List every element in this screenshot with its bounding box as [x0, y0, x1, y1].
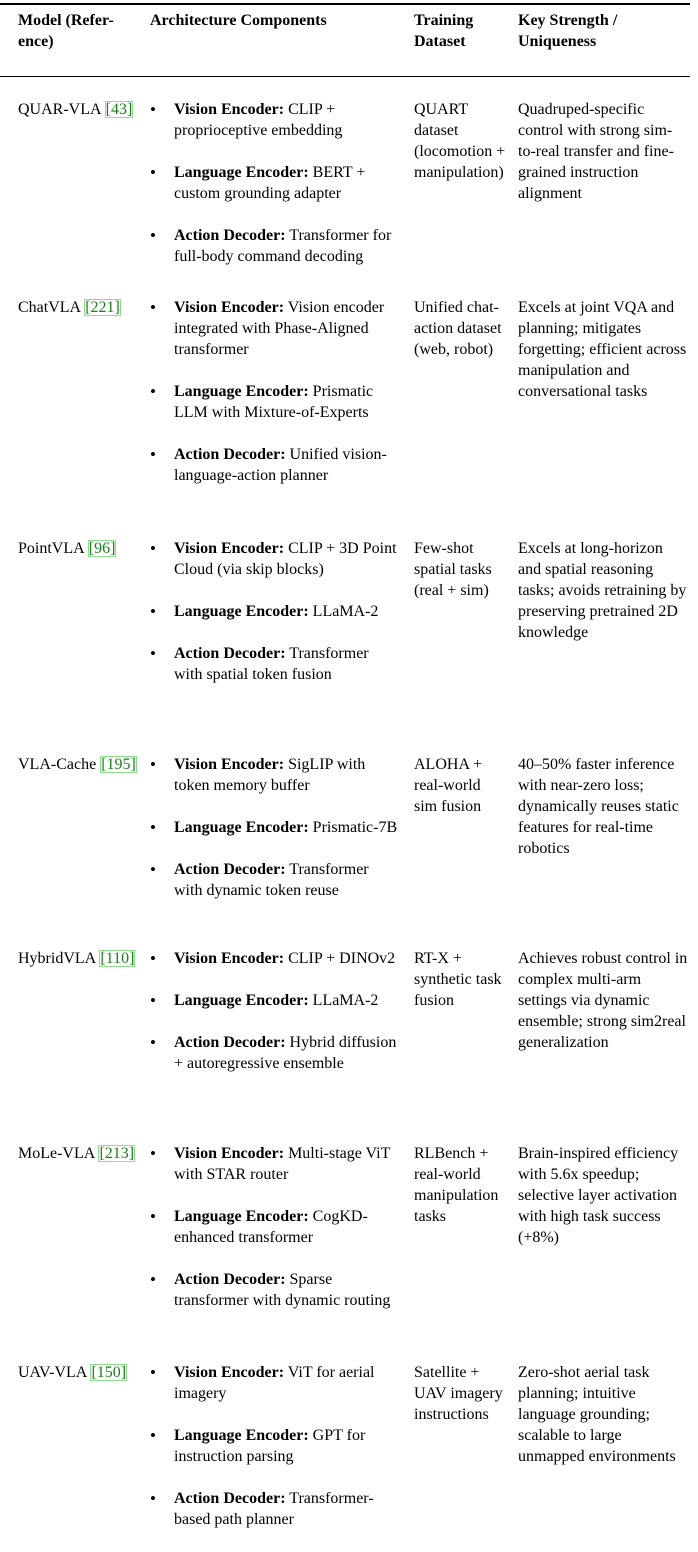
- component-text: CLIP + proprioceptive embedding: [174, 101, 343, 139]
- header-dataset: Training Dataset: [414, 12, 474, 50]
- strength-cell: Excels at long-horizon and spatial reasoning tasks; avoids retraining by preserving pretrained 2D knowledge: [518, 540, 687, 641]
- component-label: Action Decoder:: [174, 1271, 286, 1288]
- component-label: Language Encoder:: [174, 819, 309, 836]
- strength-cell: Achieves robust control in complex multi-arm settings via dynamic ensemble; strong sim2real generalization: [518, 950, 688, 1051]
- component-item: [150, 990, 400, 1011]
- component-text: CogKD-enhanced transformer: [174, 1208, 368, 1246]
- component-label: Language Encoder:: [174, 992, 309, 1009]
- component-text: SigLIP with token memory buffer: [174, 756, 366, 794]
- model-name: HybridVLA: [18, 950, 96, 967]
- header-architecture: Architecture Components: [150, 12, 327, 29]
- component-label: Language Encoder:: [174, 164, 309, 181]
- citation-link[interactable]: [150]: [91, 1364, 127, 1381]
- component-text: LLaMA-2: [312, 603, 379, 620]
- dataset-cell: Satellite + UAV imagery instructions: [414, 1364, 503, 1423]
- component-item: [150, 444, 400, 486]
- component-item: [150, 538, 400, 580]
- header-rule: [0, 76, 690, 77]
- table-top-rule: [0, 3, 690, 5]
- component-label: Vision Encoder:: [174, 101, 285, 118]
- component-label: Action Decoder:: [174, 861, 286, 878]
- component-item: [150, 1206, 400, 1248]
- component-item: [150, 1143, 400, 1185]
- component-label: Vision Encoder:: [174, 540, 285, 557]
- component-item: [150, 162, 400, 204]
- component-label: Language Encoder:: [174, 1427, 309, 1444]
- component-text: Transformer with spatial token fusion: [174, 645, 369, 683]
- component-label: Action Decoder:: [174, 227, 286, 244]
- component-label: Action Decoder:: [174, 645, 286, 662]
- component-label: Vision Encoder:: [174, 1145, 285, 1162]
- component-label: Action Decoder:: [174, 1034, 286, 1051]
- component-text: CLIP + DINOv2: [288, 950, 396, 967]
- component-text: Vision encoder integrated with Phase-Aligned transformer: [174, 299, 385, 358]
- component-item: [150, 817, 400, 838]
- component-text: BERT + custom grounding adapter: [174, 164, 366, 202]
- component-text: Transformer with dynamic token reuse: [174, 861, 369, 899]
- dataset-cell: RLBench + real-world manipulation tasks: [414, 1145, 499, 1225]
- architecture-cell: [150, 1143, 400, 1311]
- model-cell: [18, 297, 140, 318]
- component-item: [150, 1488, 400, 1530]
- component-text: Prismatic LLM with Mixture-of-Experts: [174, 383, 374, 421]
- dataset-cell: ALOHA + real-world sim fusion: [414, 756, 483, 815]
- architecture-cell: [150, 99, 400, 267]
- strength-cell: Zero-shot aerial task planning; intuitive language grounding; scalable to large unmapped environments: [518, 1364, 676, 1465]
- component-label: Vision Encoder:: [174, 950, 285, 967]
- component-label: Language Encoder:: [174, 1208, 309, 1225]
- model-name: VLA-Cache: [18, 756, 97, 773]
- component-item: [150, 297, 400, 360]
- model-name: UAV-VLA: [18, 1364, 87, 1381]
- citation-link[interactable]: [221]: [85, 299, 120, 316]
- component-item: [150, 1362, 400, 1404]
- model-name: ChatVLA: [18, 299, 81, 316]
- architecture-cell: [150, 297, 400, 486]
- component-item: [150, 381, 400, 423]
- component-item: [150, 1269, 400, 1311]
- citation-link[interactable]: [213]: [99, 1145, 135, 1162]
- strength-cell: 40–50% faster inference with near-zero loss; dynamically reuses static features for real-time robotics: [518, 756, 679, 857]
- component-text: ViT for aerial imagery: [174, 1364, 375, 1402]
- architecture-cell: [150, 538, 400, 685]
- model-name: QUAR-VLA: [18, 101, 101, 118]
- dataset-cell: RT-X + synthetic task fusion: [414, 950, 502, 1009]
- component-item: [150, 643, 400, 685]
- component-label: Vision Encoder:: [174, 756, 285, 773]
- component-item: [150, 1425, 400, 1467]
- header-model: Model (Refer-ence): [18, 12, 114, 50]
- component-label: Language Encoder:: [174, 383, 309, 400]
- model-name: PointVLA: [18, 540, 84, 557]
- header-strength: Key Strength / Uniqueness: [518, 12, 618, 50]
- citation-link[interactable]: [110]: [100, 950, 135, 967]
- dataset-cell: QUART dataset (locomotion + manipulation): [414, 101, 506, 181]
- model-cell: [18, 99, 140, 120]
- strength-cell: Brain-inspired efficiency with 5.6x speedup; selective layer activation with high task success (+8%): [518, 1145, 679, 1246]
- component-label: Action Decoder:: [174, 446, 286, 463]
- model-cell: [18, 1143, 140, 1164]
- component-label: Vision Encoder:: [174, 299, 285, 316]
- strength-cell: Quadruped-specific control with strong sim-to-real transfer and fine-grained instruction alignment: [518, 101, 674, 202]
- component-label: Language Encoder:: [174, 603, 309, 620]
- component-text: Multi-stage ViT with STAR router: [174, 1145, 391, 1183]
- component-text: LLaMA-2: [312, 992, 379, 1009]
- component-text: GPT for instruction parsing: [174, 1427, 366, 1465]
- strength-cell: Excels at joint VQA and planning; mitigates forgetting; efficient across manipulation and conversational tasks: [518, 299, 687, 400]
- component-text: CLIP + 3D Point Cloud (via skip blocks): [174, 540, 397, 578]
- model-name: MoLe-VLA: [18, 1145, 95, 1162]
- dataset-cell: Few-shot spatial tasks (real + sim): [414, 540, 492, 599]
- component-label: Action Decoder:: [174, 1490, 286, 1507]
- component-item: [150, 225, 400, 267]
- component-text: Prismatic-7B: [312, 819, 398, 836]
- model-cell: [18, 1362, 140, 1383]
- model-cell: [18, 948, 140, 969]
- component-item: [150, 948, 400, 969]
- component-label: Vision Encoder:: [174, 1364, 285, 1381]
- component-item: [150, 754, 400, 796]
- architecture-cell: [150, 754, 400, 901]
- component-text: Transformer-based path planner: [174, 1490, 374, 1528]
- component-text: Transformer for full-body command decoding: [174, 227, 392, 265]
- component-text: Sparse transformer with dynamic routing: [174, 1271, 391, 1309]
- citation-link[interactable]: [43]: [105, 101, 133, 118]
- component-text: Hybrid diffusion + autoregressive ensemble: [174, 1034, 397, 1072]
- citation-link[interactable]: [96]: [88, 540, 116, 557]
- model-cell: [18, 754, 140, 775]
- component-item: [150, 1032, 400, 1074]
- component-text: Unified vision-language-action planner: [174, 446, 387, 484]
- component-item: [150, 859, 400, 901]
- dataset-cell: Unified chat-action dataset (web, robot): [414, 299, 502, 358]
- citation-link[interactable]: [195]: [101, 756, 136, 773]
- architecture-cell: [150, 1362, 400, 1530]
- component-item: [150, 99, 400, 141]
- component-item: [150, 601, 400, 622]
- architecture-cell: [150, 948, 400, 1074]
- model-cell: [18, 538, 140, 559]
